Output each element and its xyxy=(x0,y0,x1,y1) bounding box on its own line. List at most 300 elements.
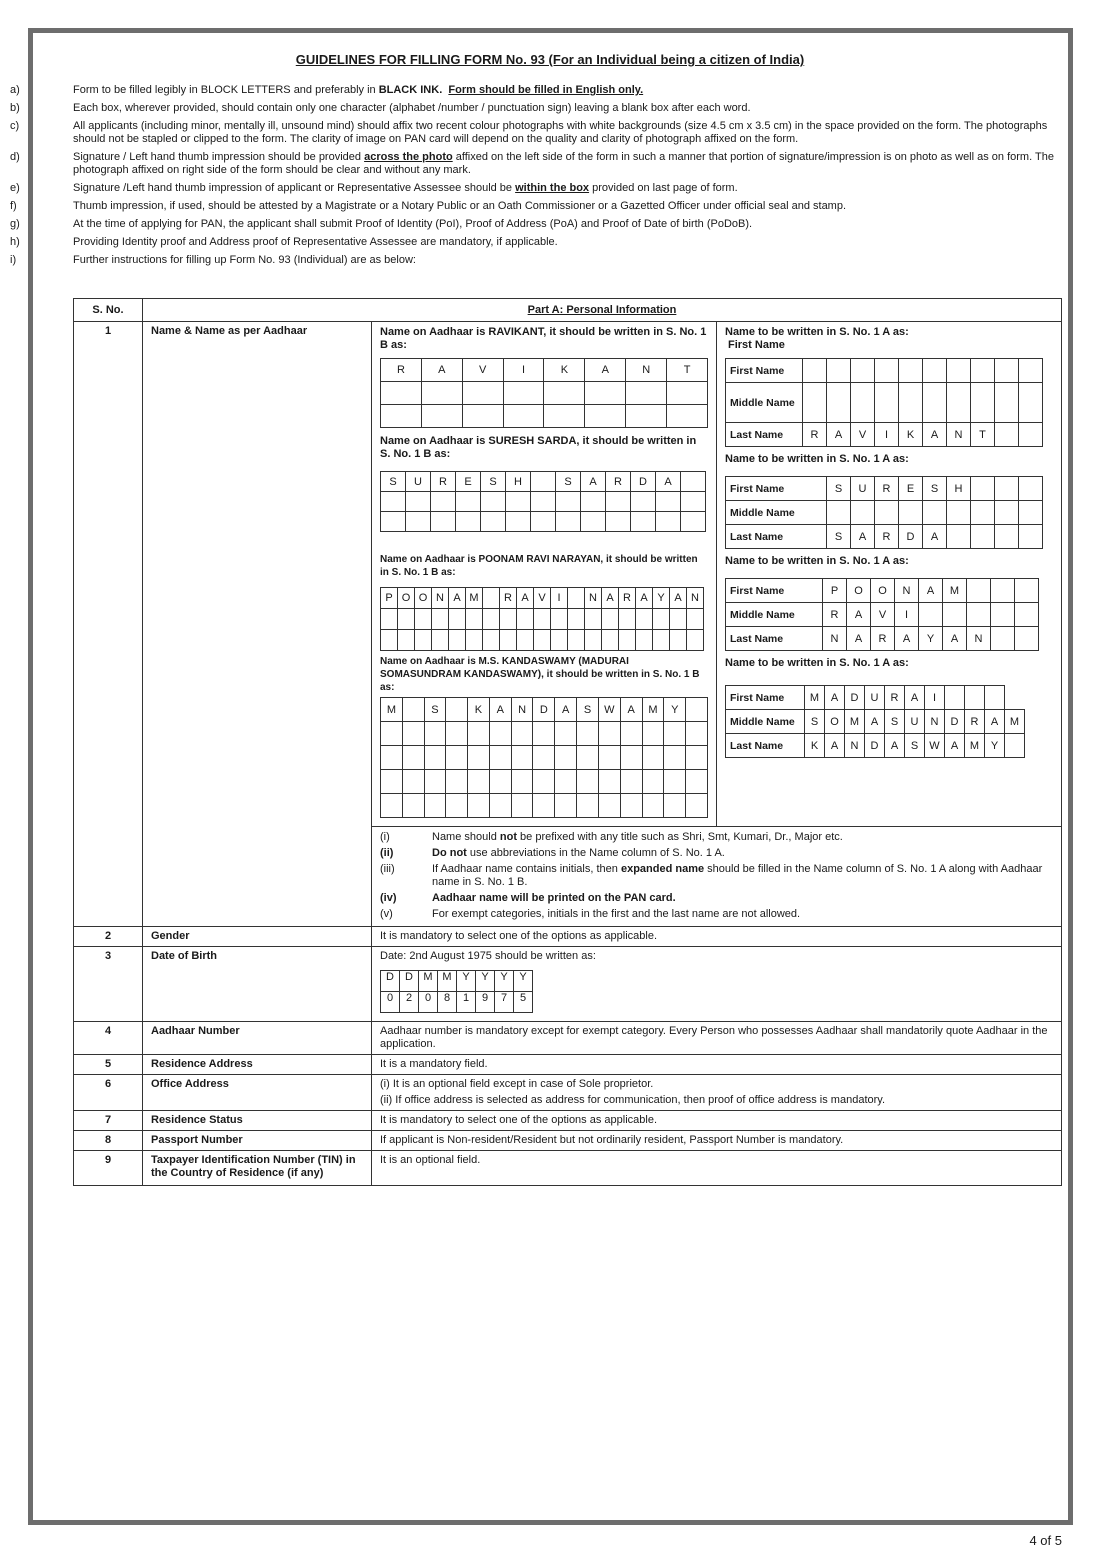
name-char-box xyxy=(415,630,432,651)
name-char-box: H xyxy=(506,472,531,492)
name-char-box: N xyxy=(585,588,602,609)
name-char-box xyxy=(577,794,599,818)
name-char-box xyxy=(533,770,555,794)
name-char-box xyxy=(581,512,606,532)
dob-value-box: 5 xyxy=(514,992,533,1013)
name-char-box xyxy=(995,477,1019,501)
name-field-label: First Name xyxy=(726,579,823,603)
name-char-box: S xyxy=(905,734,925,758)
name-char-box xyxy=(971,501,995,525)
name-field-label: Last Name xyxy=(726,627,823,651)
dob-format-box: M xyxy=(438,971,457,992)
name-char-box xyxy=(402,722,424,746)
name-char-box xyxy=(620,794,642,818)
name-char-box xyxy=(971,525,995,549)
name-char-box xyxy=(1019,501,1043,525)
name-char-box xyxy=(381,382,422,405)
name-char-box xyxy=(533,746,555,770)
dob-format-box: D xyxy=(381,971,400,992)
name-char-box: A xyxy=(923,525,947,549)
name-field-label: Middle Name xyxy=(726,710,805,734)
note-i: (i) Name should not be prefixed with any title such as Shri, Smt, Kumari, Dr., Major etc. xyxy=(380,831,843,843)
name-char-box xyxy=(851,501,875,525)
name-char-box xyxy=(534,630,551,651)
guideline-b: b) Each box, wherever provided, should contain only one character (alphabet /number / punctuation sign) leaving a blank box after each word. xyxy=(10,102,751,114)
name-char-box xyxy=(947,501,971,525)
name-char-box: R xyxy=(871,627,895,651)
name-char-box xyxy=(511,746,533,770)
name-char-box xyxy=(483,609,500,630)
dob-format-box: Y xyxy=(514,971,533,992)
name-char-box xyxy=(827,383,851,423)
name-char-box: Y xyxy=(653,588,670,609)
name-char-box: M xyxy=(805,686,825,710)
name-char-box xyxy=(947,383,971,423)
name-char-box xyxy=(681,492,706,512)
name-char-box xyxy=(556,512,581,532)
name-char-box xyxy=(555,770,577,794)
name-char-box: A xyxy=(945,734,965,758)
name-field-label: First Name xyxy=(726,686,805,710)
name-char-box xyxy=(489,746,511,770)
name-char-box xyxy=(503,382,544,405)
name-char-box xyxy=(642,794,664,818)
table-header-row xyxy=(74,299,1062,322)
guideline-i: i) Further instructions for filling up Form No. 93 (Individual) are as below: xyxy=(10,254,416,266)
name-char-box xyxy=(468,794,490,818)
name-char-box xyxy=(606,492,631,512)
name-char-box xyxy=(568,609,585,630)
example-3b-grid xyxy=(380,587,708,651)
name-char-box: N xyxy=(823,627,847,651)
table-row: 8 Passport Number If applicant is Non-resident/Resident but not ordinarily resident, Passport Number is mandatory. xyxy=(74,1131,1062,1151)
name-char-box: N xyxy=(687,588,704,609)
name-examples xyxy=(372,322,1061,826)
name-char-box: A xyxy=(827,423,851,447)
name-char-box xyxy=(555,794,577,818)
name-char-box xyxy=(1019,359,1043,383)
name-char-box xyxy=(503,405,544,428)
name-char-box: A xyxy=(825,686,845,710)
name-char-box xyxy=(483,588,500,609)
note-v: (v) For exempt categories, initials in the first and the last name are not allowed. xyxy=(380,908,801,920)
name-char-box xyxy=(402,794,424,818)
name-char-box: A xyxy=(517,588,534,609)
name-char-box xyxy=(875,383,899,423)
guideline-d: d) Signature / Left hand thumb impression should be provided across the photo affixed on the left side of the form in such a manner that portion of signature/impression is on photo as well as on form. The photograph affixed on right side of the form should be clear and without any mark. xyxy=(10,151,1054,176)
name-char-box xyxy=(1005,734,1025,758)
dob-value-box: 0 xyxy=(419,992,438,1013)
name-char-box: A xyxy=(670,588,687,609)
name-char-box xyxy=(381,630,398,651)
name-char-box xyxy=(421,405,462,428)
name-char-box xyxy=(923,383,947,423)
example-3a-grid xyxy=(725,578,1053,651)
name-char-box xyxy=(851,383,875,423)
name-box-grid xyxy=(380,358,708,428)
name-char-box xyxy=(402,746,424,770)
name-char-box xyxy=(568,630,585,651)
name-char-box xyxy=(991,579,1015,603)
dob-value-box: 1 xyxy=(457,992,476,1013)
name-char-box: R xyxy=(431,472,456,492)
name-char-box xyxy=(468,746,490,770)
name-char-box xyxy=(489,722,511,746)
name-char-box xyxy=(462,405,503,428)
name-char-box xyxy=(533,794,555,818)
name-char-box xyxy=(577,770,599,794)
part-a-header: Part A: Personal Information xyxy=(143,299,1062,322)
name-char-box xyxy=(585,405,626,428)
name-char-box xyxy=(631,492,656,512)
name-char-box: U xyxy=(406,472,431,492)
name-char-box: O xyxy=(871,579,895,603)
name-char-box: A xyxy=(656,472,681,492)
name-char-box xyxy=(995,359,1019,383)
page-title: GUIDELINES FOR FILLING FORM No. 93 (For an Individual being a citizen of India) xyxy=(295,52,805,67)
name-notes xyxy=(372,826,1061,926)
name-char-box: S xyxy=(381,472,406,492)
name-char-box xyxy=(642,746,664,770)
name-char-box: D xyxy=(631,472,656,492)
name-char-box: A xyxy=(421,359,462,382)
name-char-box xyxy=(851,359,875,383)
name-char-box xyxy=(381,609,398,630)
name-char-box xyxy=(402,698,424,722)
name-char-box xyxy=(446,746,468,770)
name-box-grid xyxy=(380,471,706,532)
name-char-box: E xyxy=(456,472,481,492)
name-char-box xyxy=(1019,525,1043,549)
name-char-box: V xyxy=(534,588,551,609)
name-char-box xyxy=(551,630,568,651)
example-4b-grid xyxy=(380,697,708,818)
name-char-box xyxy=(991,603,1015,627)
name-char-box: R xyxy=(875,477,899,501)
name-char-box xyxy=(481,512,506,532)
name-char-box xyxy=(421,382,462,405)
name-char-box xyxy=(381,722,403,746)
name-char-box: U xyxy=(865,686,885,710)
name-field-label: Middle Name xyxy=(726,501,827,525)
aadhaar-name-examples-column: Name on Aadhaar is RAVIKANT, it should be written in S. No. 1 B as: R A V I K A N T Name on Aadhaar is SURESH SARDA, it should be written in S. No. 1 B as: S U R E S H S A R D A Name on Aadhaar is POONAM RAVI NARAYAN, it should be written in S. No. 1 B as: P O O N A M R A V I N A R A Y A N Name on Aadhaar is M.S. KANDASWAMY (MADURAI SOMASUNDRAM KANDASWAMY), it should be written in S. No. 1 B as: M S K A N D A S W A M Y xyxy=(372,322,717,826)
name-char-box xyxy=(449,630,466,651)
name-char-box xyxy=(827,359,851,383)
name-char-box: A xyxy=(895,627,919,651)
note-ii: (ii) Do not use abbreviations in the Name column of S. No. 1 A. xyxy=(380,847,725,859)
name-char-box: A xyxy=(602,588,619,609)
name-char-box xyxy=(923,359,947,383)
name-char-box: M xyxy=(466,588,483,609)
name-char-box xyxy=(531,512,556,532)
name-char-box: H xyxy=(947,477,971,501)
dob-format-box: Y xyxy=(495,971,514,992)
name-char-box xyxy=(670,630,687,651)
name-char-box xyxy=(598,794,620,818)
name-char-box: K xyxy=(899,423,923,447)
name-char-box xyxy=(642,722,664,746)
name-char-box: M xyxy=(381,698,403,722)
form-name-examples-column: Name to be written in S. No. 1 A as: First Name First Name Middle Name Last Name R A V I K A N T Name to be written in S. No. 1 A as: First Name S U R E S H Middle Name Last Name S A R D A Name to be written in S. No. 1 A as: First Name P O O N A M Middle Name R A V I Last Name N A R A Y A N Name to be written in S. No. 1 A as: First Name M A D U R A I Middle Name S O M A S U N D R A M Last Name K A N D A S W A M Y xyxy=(717,322,1061,826)
name-char-box xyxy=(653,630,670,651)
name-char-box xyxy=(995,525,1019,549)
name-char-box xyxy=(506,492,531,512)
name-field-label: Last Name xyxy=(726,423,803,447)
name-char-box xyxy=(967,603,991,627)
name-char-box xyxy=(424,746,446,770)
name-char-box xyxy=(555,722,577,746)
table-row: 9 Taxpayer Identification Number (TIN) in the Country of Residence (if any) It is an optional field. xyxy=(74,1151,1062,1186)
dob-value-box: 7 xyxy=(495,992,514,1013)
name-char-box xyxy=(686,722,708,746)
name-char-box xyxy=(653,609,670,630)
name-char-box: T xyxy=(971,423,995,447)
name-char-box xyxy=(664,746,686,770)
name-char-box: I xyxy=(551,588,568,609)
name-char-box xyxy=(899,501,923,525)
name-char-box xyxy=(636,630,653,651)
name-char-box xyxy=(827,501,851,525)
name-char-box: A xyxy=(449,588,466,609)
guideline-e: e) Signature /Left hand thumb impression of applicant or Representative Assessee should be within the box provided on last page of form. xyxy=(10,182,738,194)
name-char-box: R xyxy=(500,588,517,609)
name-char-box xyxy=(456,512,481,532)
name-char-box xyxy=(670,609,687,630)
name-char-box: I xyxy=(895,603,919,627)
name-char-box: D xyxy=(845,686,865,710)
name-char-box xyxy=(899,383,923,423)
name-char-box xyxy=(947,359,971,383)
dob-value-box: 0 xyxy=(381,992,400,1013)
name-char-box xyxy=(506,512,531,532)
name-char-box: A xyxy=(943,627,967,651)
name-char-box xyxy=(489,770,511,794)
name-field-label: Last Name xyxy=(726,734,805,758)
name-char-box xyxy=(531,492,556,512)
name-char-box xyxy=(923,501,947,525)
name-char-box xyxy=(1019,477,1043,501)
name-char-box xyxy=(620,722,642,746)
name-char-box xyxy=(446,770,468,794)
name-char-box xyxy=(943,603,967,627)
name-char-box xyxy=(415,609,432,630)
name-char-box: S xyxy=(827,525,851,549)
example-1b-grid xyxy=(380,358,708,428)
name-char-box xyxy=(381,492,406,512)
name-box-grid xyxy=(380,697,708,818)
name-char-box xyxy=(636,609,653,630)
table-row: 1 Name & Name as per Aadhaar Name on Aadhaar is RAVIKANT, it should be written in S. No. 1 B as: R A V I K A N T Name on Aadhaar is SURESH SARDA, it should be written in S. No. 1 B as: S U R E S H S A R D A Name on Aadhaar is POONAM RAVI NARAYAN, it should be written in S. No. 1 B as: P O O N A M R A V I N A R A Y A N Name on Aadhaar is M.S. KANDASWAMY (MADURAI SOMASUNDRAM KANDASWAMY), it should be written in S. No. 1 B as: M S K A N D A S W A M Y Name to be written in S. No. 1 A as: First Name First Name Middle Name Last Name R A V I K A N T Name to be written in S. No. 1 A as: First Name S U R E S H Middle Name Last Name S A R D A Name to be written in S. No. 1 A as: First Name P O O N A M Middle Name R A V I Last Name N A R A Y A N Name to be written in S. No. 1 A as: First Name M A D U R A I Middle Name S O M A S U N D R A M Last Name K A N D A S W A M Y (i) Name should not be prefixed with any title such as Shri, Smt, Kumari, Dr., Major etc. (ii) Do not use abbreviations in the Name column of S. No. 1 A. (iii) If Aadhaar name contains initials, then expanded name should be filled in the Name column of S. No. 1 A along with Aadhaar name in S. No. 1 B. (iv) Aadhaar name will be printed on the PAN card. (v) For exempt categories, initials in the first and the last name are not allowed. xyxy=(74,322,1062,927)
name-char-box: S xyxy=(424,698,446,722)
name-char-box: R xyxy=(823,603,847,627)
table-row: 5 Residence Address It is a mandatory field. xyxy=(74,1055,1062,1075)
name-char-box xyxy=(686,746,708,770)
name-char-box: K xyxy=(805,734,825,758)
example-2a-grid xyxy=(725,476,1053,549)
note-iii: (iii) If Aadhaar name contains initials, then expanded name should be filled in the Name column of S. No. 1 A along with Aadhaar name in S. No. 1 B. xyxy=(380,863,1043,888)
name-char-box: R xyxy=(875,525,899,549)
name-char-box xyxy=(995,423,1019,447)
name-char-box xyxy=(432,630,449,651)
name-char-box xyxy=(681,512,706,532)
name-char-box xyxy=(991,627,1015,651)
name-char-box xyxy=(568,588,585,609)
name-char-box: N xyxy=(895,579,919,603)
guideline-h: h) Providing Identity proof and Address proof of Representative Assessee are mandatory, if applicable. xyxy=(10,236,558,248)
name-char-box xyxy=(544,382,585,405)
name-char-box: A xyxy=(885,734,905,758)
name-char-box: K xyxy=(544,359,585,382)
name-char-box xyxy=(446,722,468,746)
table-row: 3 Date of Birth Date: 2nd August 1975 should be written as: D D M M Y Y Y Y 0 2 0 8 1 9 7 5 xyxy=(74,947,1062,1022)
example-1a-grid xyxy=(725,358,1053,447)
sno-header: S. No. xyxy=(74,299,143,322)
name-char-box xyxy=(446,794,468,818)
name-char-box: A xyxy=(555,698,577,722)
name-char-box: K xyxy=(468,698,490,722)
name-char-box xyxy=(511,770,533,794)
name-char-box xyxy=(875,359,899,383)
name-char-box xyxy=(424,794,446,818)
name-char-box: A xyxy=(905,686,925,710)
guideline-c: c) All applicants (including minor, mentally ill, unsound mind) should affix two recent colour photographs with white backgrounds (size 4.5 cm x 3.5 cm) in the space provided on the form. The photographs should not be stapled or clipped to the form. The clarity of image on PAN card will depend on the quality and clarity of photograph affixed on the form. xyxy=(10,120,1048,145)
name-char-box xyxy=(626,405,667,428)
name-char-box: R xyxy=(965,710,985,734)
name-char-box xyxy=(468,770,490,794)
name-field-label: First Name xyxy=(726,359,803,383)
name-field-label: Middle Name xyxy=(726,603,823,627)
name-char-box xyxy=(598,770,620,794)
name-field-label: First Name xyxy=(726,477,827,501)
dob-format-box: D xyxy=(400,971,419,992)
name-char-box xyxy=(1015,579,1039,603)
name-char-box xyxy=(500,630,517,651)
table-row: 2 Gender It is mandatory to select one of the options as applicable. xyxy=(74,927,1062,947)
name-char-box: I xyxy=(925,686,945,710)
name-field-label: Middle Name xyxy=(726,383,803,423)
name-char-box xyxy=(919,603,943,627)
name-char-box xyxy=(398,630,415,651)
instructions-table xyxy=(73,298,1062,1186)
name-char-box: A xyxy=(919,579,943,603)
name-char-box xyxy=(985,686,1005,710)
name-char-box xyxy=(602,609,619,630)
table-row: 7 Residence Status It is mandatory to select one of the options as applicable. xyxy=(74,1111,1062,1131)
name-char-box: P xyxy=(823,579,847,603)
name-char-box: V xyxy=(851,423,875,447)
name-char-box: E xyxy=(899,477,923,501)
name-char-box xyxy=(556,492,581,512)
name-char-box: A xyxy=(636,588,653,609)
name-char-box xyxy=(947,525,971,549)
name-char-box: A xyxy=(847,603,871,627)
name-char-box: R xyxy=(619,588,636,609)
dob-value-box: 2 xyxy=(400,992,419,1013)
note-iv: (iv) Aadhaar name will be printed on the PAN card. xyxy=(380,892,676,904)
dob-format-box: Y xyxy=(476,971,495,992)
name-char-box xyxy=(967,579,991,603)
dob-value-box: 8 xyxy=(438,992,457,1013)
name-char-box xyxy=(577,746,599,770)
date-of-birth-example-grid xyxy=(380,970,533,1013)
name-char-box xyxy=(483,630,500,651)
name-char-box xyxy=(667,405,708,428)
name-char-box xyxy=(517,630,534,651)
name-char-box: A xyxy=(923,423,947,447)
name-char-box xyxy=(875,501,899,525)
name-char-box xyxy=(462,382,503,405)
name-char-box xyxy=(585,609,602,630)
name-char-box xyxy=(551,609,568,630)
name-char-box xyxy=(687,609,704,630)
name-char-box: S xyxy=(923,477,947,501)
name-char-box xyxy=(803,359,827,383)
name-char-box xyxy=(619,609,636,630)
name-char-box: Y xyxy=(919,627,943,651)
name-char-box xyxy=(402,770,424,794)
name-char-box xyxy=(544,405,585,428)
name-char-box xyxy=(686,794,708,818)
name-char-box xyxy=(531,472,556,492)
example-2b-grid xyxy=(380,471,708,532)
name-char-box: U xyxy=(905,710,925,734)
name-char-box: O xyxy=(415,588,432,609)
name-char-box: S xyxy=(481,472,506,492)
name-char-box xyxy=(686,698,708,722)
name-char-box xyxy=(466,630,483,651)
name-char-box xyxy=(406,492,431,512)
name-char-box xyxy=(620,746,642,770)
name-char-box: A xyxy=(620,698,642,722)
name-char-box xyxy=(511,794,533,818)
name-char-box: A xyxy=(581,472,606,492)
name-char-box xyxy=(517,609,534,630)
name-char-box xyxy=(619,630,636,651)
name-char-box: S xyxy=(556,472,581,492)
name-field-grid xyxy=(725,578,1039,651)
name-char-box xyxy=(598,722,620,746)
name-char-box: S xyxy=(827,477,851,501)
guideline-f: f) Thumb impression, if used, should be attested by a Magistrate or a Notary Public or an Oath Commissioner or a Gazetted Officer under official seal and stamp. xyxy=(10,200,847,212)
name-char-box: O xyxy=(398,588,415,609)
name-char-box xyxy=(432,609,449,630)
name-char-box: N xyxy=(511,698,533,722)
name-char-box: A xyxy=(851,525,875,549)
name-char-box xyxy=(449,609,466,630)
guidelines-list xyxy=(10,84,1065,272)
name-char-box: I xyxy=(503,359,544,382)
name-char-box: N xyxy=(845,734,865,758)
name-char-box xyxy=(500,609,517,630)
name-char-box xyxy=(626,382,667,405)
name-char-box xyxy=(489,794,511,818)
table-row: 6 Office Address (i) It is an optional field except in case of Sole proprietor. (ii) If office address is selected as address for communication, then proof of office address is mandatory. xyxy=(74,1075,1062,1111)
name-field-grid xyxy=(725,476,1043,549)
name-char-box xyxy=(466,609,483,630)
name-char-box xyxy=(995,501,1019,525)
name-char-box xyxy=(481,492,506,512)
name-char-box xyxy=(577,722,599,746)
name-char-box: W xyxy=(925,734,945,758)
name-char-box: A xyxy=(865,710,885,734)
name-char-box xyxy=(431,512,456,532)
name-char-box: S xyxy=(805,710,825,734)
name-char-box xyxy=(667,382,708,405)
name-field-label: Last Name xyxy=(726,525,827,549)
name-char-box: M xyxy=(642,698,664,722)
name-char-box xyxy=(424,722,446,746)
name-char-box: M xyxy=(845,710,865,734)
